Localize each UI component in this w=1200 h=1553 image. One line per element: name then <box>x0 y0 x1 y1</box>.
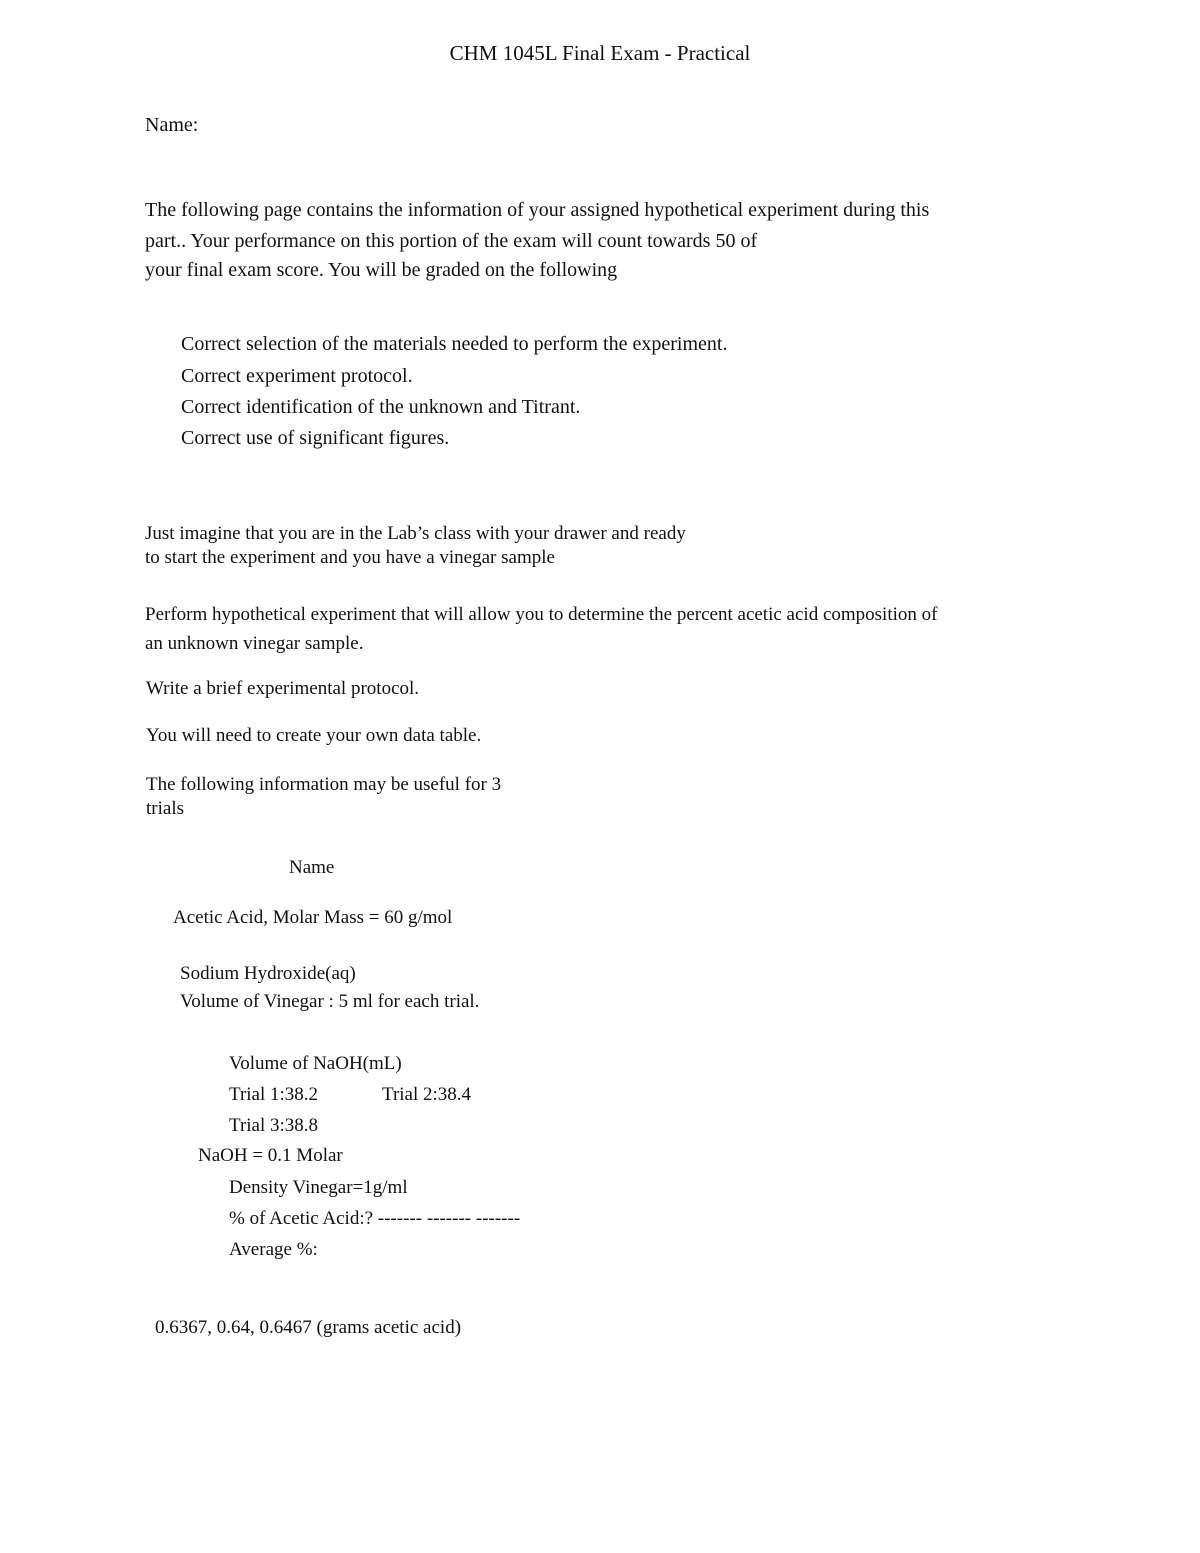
vinegar-density: Density Vinegar=1g/ml <box>229 1177 408 1198</box>
average-percent: Average %: <box>229 1239 318 1260</box>
vinegar-volume: Volume of Vinegar : 5 ml for each trial. <box>180 991 480 1012</box>
intro-line-1: The following page contains the information of your assigned hypothetical experiment during this <box>145 199 930 221</box>
info-intro-line-1: The following information may be useful for 3 <box>146 774 502 795</box>
task-line-2: an unknown vinegar sample. <box>145 633 364 654</box>
intro-line-3: your final exam score. You will be graded on the following <box>145 259 618 281</box>
table-instruction: You will need to create your own data table. <box>146 725 482 746</box>
criteria-item-identification: Correct identification of the unknown and Titrant. <box>181 396 581 418</box>
scenario-line-1: Just imagine that you are in the Lab’s class with your drawer and ready <box>145 523 686 544</box>
task-line-1: Perform hypothetical experiment that will allow you to determine the percent acetic acid composition of <box>145 604 938 625</box>
info-name-header: Name <box>289 857 335 878</box>
page-title: CHM 1045L Final Exam - Practical <box>449 41 751 65</box>
criteria-item-protocol: Correct experiment protocol. <box>181 365 413 387</box>
naoh-molarity: NaOH = 0.1 Molar <box>198 1145 343 1166</box>
percent-acetic-acid: % of Acetic Acid:? ------- ------- ------- <box>229 1208 521 1229</box>
info-intro-line-2: trials <box>146 798 184 819</box>
protocol-instruction: Write a brief experimental protocol. <box>146 678 420 699</box>
criteria-item-materials: Correct selection of the materials needed to perform the experiment. <box>181 333 728 355</box>
answer-note: 0.6367, 0.64, 0.6467 (grams acetic acid) <box>155 1317 462 1338</box>
scenario-line-2: to start the experiment and you have a vinegar sample <box>145 547 555 568</box>
trial-1-value: Trial 1:38.2 <box>229 1084 319 1105</box>
sodium-hydroxide: Sodium Hydroxide(aq) <box>180 963 356 984</box>
acetic-acid-molar-mass: Acetic Acid, Molar Mass = 60 g/mol <box>173 907 453 928</box>
naoh-volume-header: Volume of NaOH(mL) <box>229 1053 402 1074</box>
intro-line-2: part.. Your performance on this portion of the exam will count towards 50 of <box>145 230 758 252</box>
name-label: Name: <box>145 114 199 136</box>
criteria-item-sig-figs: Correct use of significant figures. <box>181 427 450 449</box>
trial-3-value: Trial 3:38.8 <box>229 1115 319 1136</box>
trial-2-value: Trial 2:38.4 <box>382 1084 472 1105</box>
